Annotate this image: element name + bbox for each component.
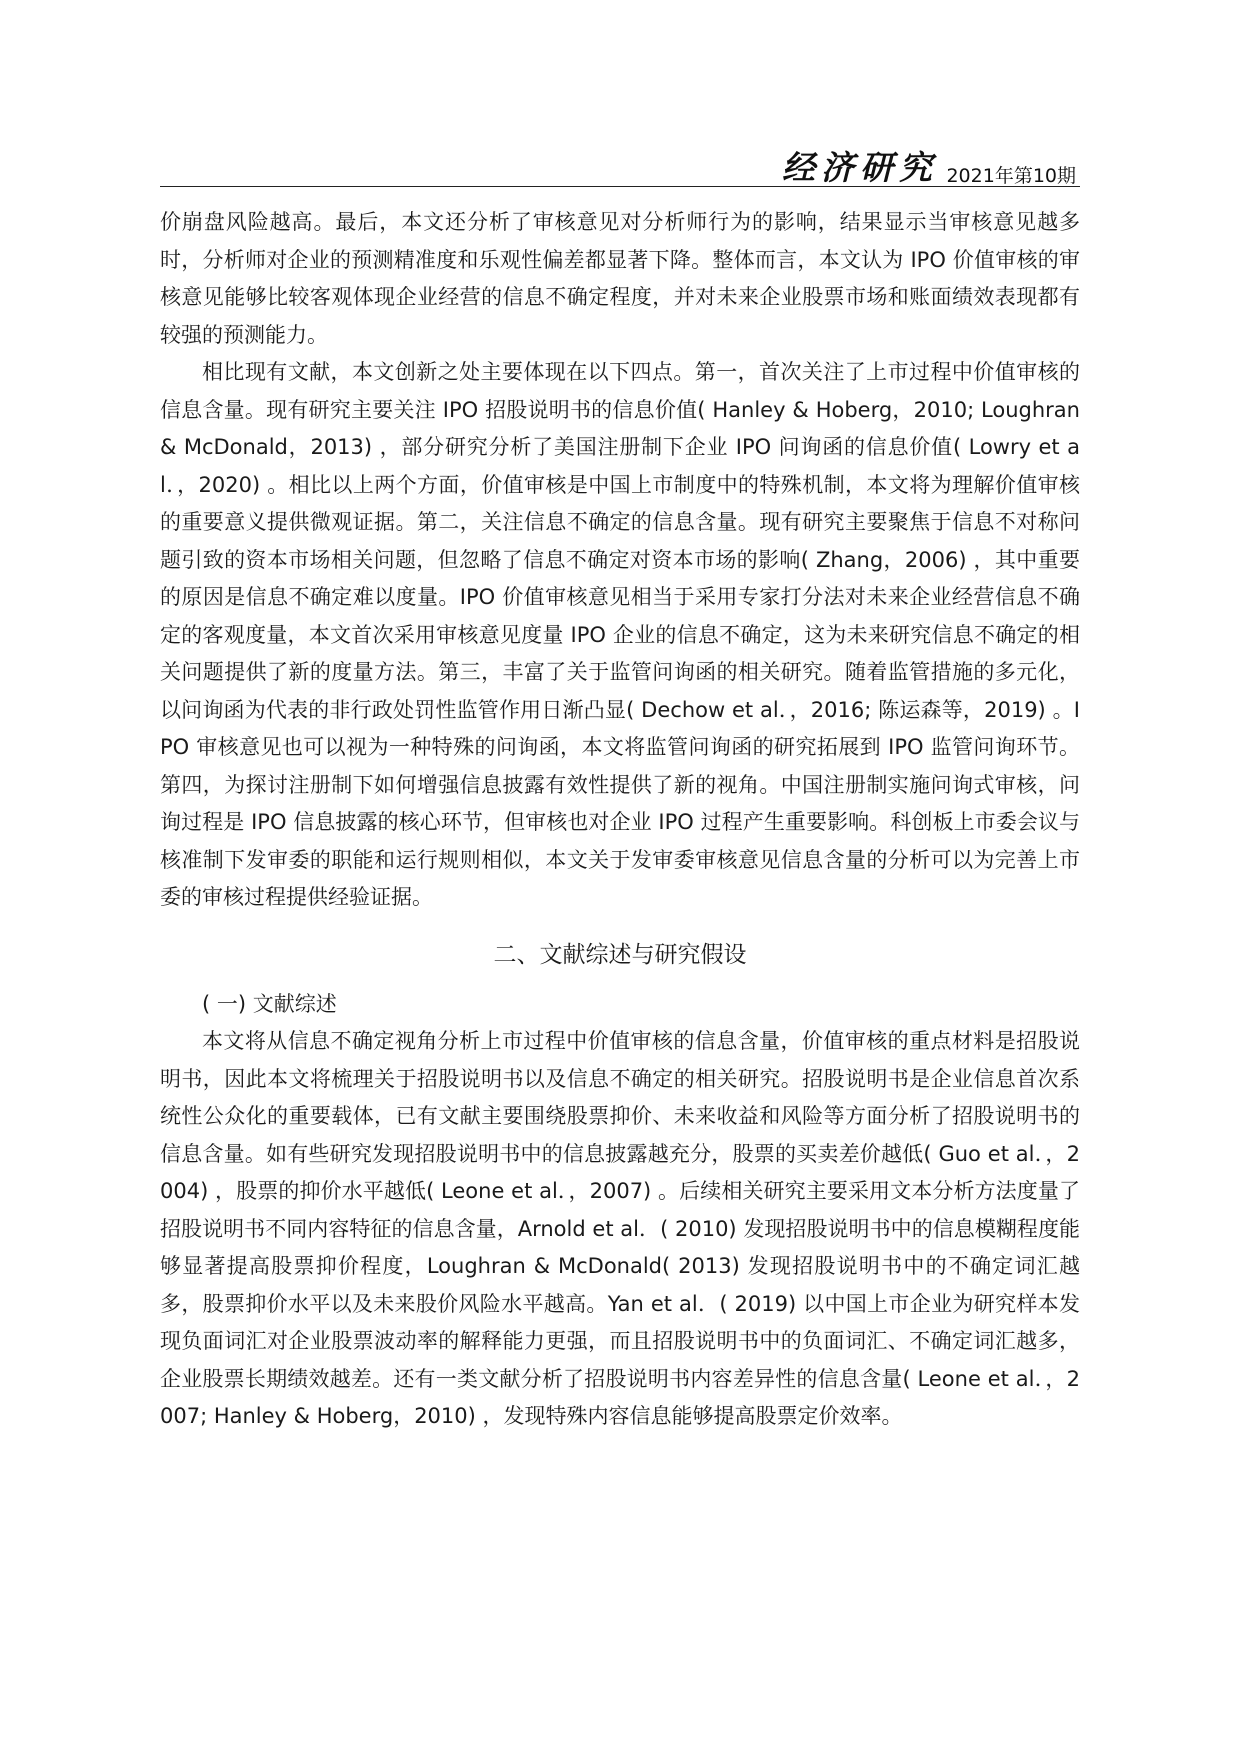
issue-label: 2021年第10期 (946, 165, 1076, 187)
body-paragraph-1: 价崩盘风险越高。最后，本文还分析了审核意见对分析师行为的影响，结果显示当审核意见越多时，分析师对企业的预测精准度和乐观性偏差都显著下降。整体而言，本文认为 IPO 价值审核的审核意见能够比较客观体现企业经营的信息不确定程度，并对未来企业股票市场和账面绩效表现都有较强的预测能力。 (160, 210, 1080, 347)
body-paragraph-3: 本文将从信息不确定视角分析上市过程中价值审核的信息含量，价值审核的重点材料是招股说明书，因此本文将梳理关于招股说明书以及信息不确定的相关研究。招股说明书是企业信息首次系统性公众化的重要载体，已有文献主要围绕股票抑价、未来收益和风险等方面分析了招股说明书的信息含量。如有些研究发现招股说明书中的信息披露越充分，股票的买卖差价越低( Guo et al．，2004) ，股票的抑价水平越低( Leone et al．，2007) 。后续相关研究主要采用文本分析方法度量了招股说明书不同内容特征的信息含量，Arnold et al．( 2010) 发现招股说明书中的信息模糊程度能够显著提高股票抑价程度，Loughran & McDonald( 2013) 发现招股说明书中的不确定词汇越多，股票抑价水平以及未来股价风险水平越高。Yan et al．( 2019) 以中国上市企业为研究样本发现负面词汇对企业股票波动率的解释能力更强，而且招股说明书中的负面词汇、不确定词汇越多，企业股票长期绩效越差。还有一类文献分析了招股说明书内容差异性的信息含量( Leone et al．，2007; Hanley & Hoberg，2010) ，发现特殊内容信息能够提高股票定价效率。 (160, 1029, 1080, 1428)
page-body (160, 204, 1080, 1436)
section-title: 二、文献综述与研究假设 (493, 941, 747, 968)
body-paragraph-2: 相比现有文献，本文创新之处主要体现在以下四点。第一，首次关注了上市过程中价值审核的信息含量。现有研究主要关注 IPO 招股说明书的信息价值( Hanley & Hoberg，2010; Loughran & McDonald，2013) ，部分研究分析了美国注册制下企业 IPO 问询函的信息价值( Lowry et al．，2020) 。相比以上两个方面，价值审核是中国上市制度中的特殊机制，本文将为理解价值审核的重要意义提供微观证据。第二，关注信息不确定的信息含量。现有研究主要聚焦于信息不对称问题引致的资本市场相关问题，但忽略了信息不确定对资本市场的影响( Zhang，2006) ，其中重要的原因是信息不确定难以度量。IPO 价值审核意见相当于采用专家打分法对未来企业经营信息不确定的客观度量，本文首次采用审核意见度量 IPO 企业的信息不确定，这为未来研究信息不确定的相关问题提供了新的度量方法。第三，丰富了关于监管问询函的相关研究。随着监管措施的多元化，以问询函为代表的非行政处罚性监管作用日渐凸显( Dechow et al．，2016; 陈运森等，2019) 。IPO 审核意见也可以视为一种特殊的问询函，本文将监管问询函的研究拓展到 IPO 监管问询环节。第四，为探讨注册制下如何增强信息披露有效性提供了新的视角。中国注册制实施问询式审核，问询过程是 IPO 信息披露的核心环节，但审核也对企业 IPO 过程产生重要影响。科创板上市委会议与核准制下发审委的职能和运行规则相似，本文关于发审委审核意见信息含量的分析可以为完善上市委的审核过程提供经验证据。 (160, 360, 1080, 909)
journal-logo: 经济研究 (782, 148, 938, 187)
running-header (160, 140, 1080, 187)
subsection-title: ( 一) 文献综述 (202, 991, 337, 1016)
